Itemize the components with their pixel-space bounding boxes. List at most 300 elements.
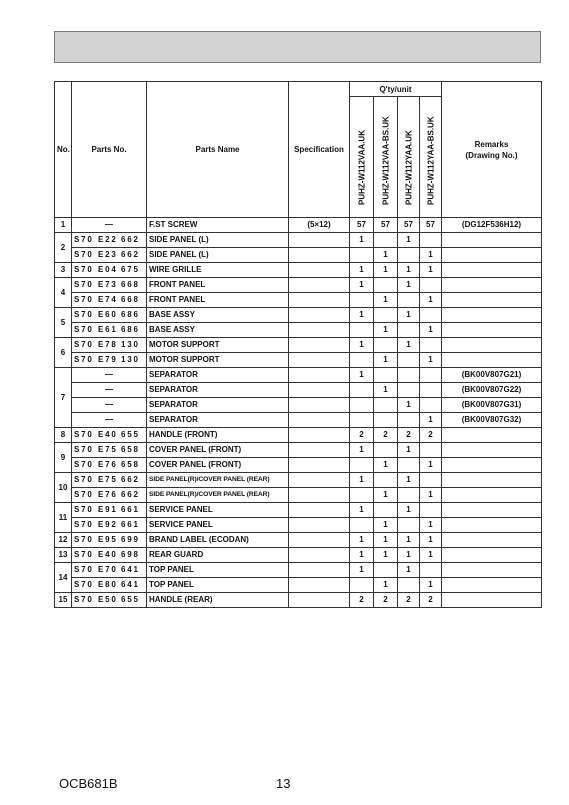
- quantity-cell: 1: [398, 278, 420, 293]
- table-row: [55, 443, 542, 458]
- part-name: REAR GUARD: [147, 548, 289, 563]
- row-number: 14: [55, 563, 72, 593]
- table-row: [55, 458, 542, 473]
- row-number: 3: [55, 263, 72, 278]
- table-row: [55, 398, 542, 413]
- part-number: [72, 593, 147, 608]
- part-number-segment: 661: [121, 520, 140, 529]
- part-number-segment: 130: [121, 355, 140, 364]
- part-number-segment: 699: [121, 535, 140, 544]
- table-row: [55, 278, 542, 293]
- quantity-cell: [398, 518, 420, 533]
- part-name: SERVICE PANEL: [147, 503, 289, 518]
- remarks-cell: (BK00V807G22): [442, 383, 542, 398]
- col-header-parts-no: Parts No.: [72, 82, 147, 218]
- quantity-cell: 2: [398, 593, 420, 608]
- part-number-segment: E95: [98, 535, 118, 544]
- specification: [289, 473, 350, 488]
- part-number: [72, 488, 147, 503]
- part-number-segment: S70: [74, 295, 94, 304]
- quantity-cell: [420, 338, 442, 353]
- part-number: —: [72, 218, 147, 233]
- quantity-cell: 57: [374, 218, 398, 233]
- quantity-cell: 1: [398, 503, 420, 518]
- quantity-cell: 1: [374, 293, 398, 308]
- part-number-segment: S70: [74, 430, 94, 439]
- quantity-cell: 2: [398, 428, 420, 443]
- specification: [289, 278, 350, 293]
- specification: [289, 488, 350, 503]
- col-header-qty-unit: Q'ty/unit: [350, 82, 442, 97]
- part-number: [72, 248, 147, 263]
- remarks-cell: (DG12F536H12): [442, 218, 542, 233]
- part-number-segment: S70: [74, 460, 94, 469]
- quantity-cell: 1: [374, 353, 398, 368]
- quantity-cell: 1: [350, 548, 374, 563]
- quantity-cell: 1: [420, 458, 442, 473]
- quantity-cell: 1: [398, 533, 420, 548]
- quantity-cell: 57: [398, 218, 420, 233]
- quantity-cell: 1: [350, 308, 374, 323]
- quantity-cell: 1: [374, 263, 398, 278]
- quantity-cell: [350, 578, 374, 593]
- quantity-cell: [398, 413, 420, 428]
- parts-table: [54, 81, 542, 608]
- specification: [289, 413, 350, 428]
- part-number-segment: E22: [98, 235, 118, 244]
- part-name: FRONT PANEL: [147, 278, 289, 293]
- part-number-segment: S70: [74, 325, 94, 334]
- part-number: —: [72, 398, 147, 413]
- remarks-cell: [442, 458, 542, 473]
- quantity-cell: [398, 578, 420, 593]
- part-number-segment: E75: [98, 475, 118, 484]
- specification: [289, 428, 350, 443]
- part-number-segment: E80: [98, 580, 118, 589]
- part-number-segment: S70: [74, 475, 94, 484]
- table-row: [55, 293, 542, 308]
- quantity-cell: 1: [398, 473, 420, 488]
- part-number: [72, 323, 147, 338]
- quantity-cell: [420, 563, 442, 578]
- quantity-cell: [374, 473, 398, 488]
- quantity-cell: 1: [374, 383, 398, 398]
- part-number-segment: S70: [74, 355, 94, 364]
- part-number-segment: S70: [74, 310, 94, 319]
- part-number-segment: S70: [74, 280, 94, 289]
- remarks-cell: [442, 548, 542, 563]
- quantity-cell: 1: [420, 353, 442, 368]
- part-number-segment: 662: [121, 490, 140, 499]
- specification: [289, 323, 350, 338]
- quantity-cell: [420, 308, 442, 323]
- part-name: TOP PANEL: [147, 563, 289, 578]
- row-number: 2: [55, 233, 72, 263]
- table-row: [55, 308, 542, 323]
- remarks-label: Remarks: [474, 139, 509, 149]
- quantity-cell: 1: [374, 578, 398, 593]
- part-name: BASE ASSY: [147, 308, 289, 323]
- quantity-cell: [350, 398, 374, 413]
- quantity-cell: 1: [398, 233, 420, 248]
- remarks-cell: [442, 263, 542, 278]
- part-number-segment: S70: [74, 520, 94, 529]
- remarks-cell: [442, 353, 542, 368]
- part-number-segment: S70: [74, 235, 94, 244]
- specification: [289, 593, 350, 608]
- part-number-segment: 658: [121, 445, 140, 454]
- specification: [289, 548, 350, 563]
- remarks-sublabel: (Drawing No.): [465, 150, 518, 160]
- part-number-segment: S70: [74, 445, 94, 454]
- row-number: 5: [55, 308, 72, 338]
- specification: [289, 338, 350, 353]
- part-name: SIDE PANEL (L): [147, 248, 289, 263]
- quantity-cell: 1: [420, 488, 442, 503]
- specification: [289, 353, 350, 368]
- part-number-segment: 675: [121, 265, 140, 274]
- specification: [289, 233, 350, 248]
- remarks-cell: [442, 518, 542, 533]
- quantity-cell: 1: [420, 323, 442, 338]
- part-number-segment: E50: [98, 595, 118, 604]
- part-number-segment: S70: [74, 580, 94, 589]
- part-number-segment: 662: [121, 235, 140, 244]
- part-number: [72, 458, 147, 473]
- remarks-cell: [442, 443, 542, 458]
- remarks-cell: [442, 428, 542, 443]
- remarks-cell: [442, 473, 542, 488]
- quantity-cell: 1: [350, 263, 374, 278]
- quantity-cell: 1: [420, 578, 442, 593]
- part-name: HANDLE (REAR): [147, 593, 289, 608]
- quantity-cell: [374, 233, 398, 248]
- quantity-cell: 57: [350, 218, 374, 233]
- part-number: [72, 503, 147, 518]
- row-number: 15: [55, 593, 72, 608]
- part-number-segment: E91: [98, 505, 118, 514]
- row-number: 11: [55, 503, 72, 533]
- quantity-cell: 2: [350, 428, 374, 443]
- part-number-segment: 686: [121, 325, 140, 334]
- quantity-cell: 1: [398, 338, 420, 353]
- specification: (5×12): [289, 218, 350, 233]
- part-name: MOTOR SUPPORT: [147, 338, 289, 353]
- part-number: [72, 563, 147, 578]
- quantity-cell: [350, 293, 374, 308]
- part-number-segment: E23: [98, 250, 118, 259]
- table-row: [55, 413, 542, 428]
- table-row: [55, 428, 542, 443]
- quantity-cell: [398, 458, 420, 473]
- part-number: —: [72, 413, 147, 428]
- model-header-1: PUHZ-W112VAA.UK: [357, 130, 366, 205]
- part-number-segment: 661: [121, 505, 140, 514]
- part-number-segment: E74: [98, 295, 118, 304]
- part-name: SERVICE PANEL: [147, 518, 289, 533]
- part-number-segment: 658: [121, 460, 140, 469]
- col-header-specification: Specification: [289, 82, 350, 218]
- part-name: F.ST SCREW: [147, 218, 289, 233]
- table-row: [55, 548, 542, 563]
- part-number-segment: 130: [121, 340, 140, 349]
- quantity-cell: 1: [398, 263, 420, 278]
- quantity-cell: 1: [420, 533, 442, 548]
- col-header-no: No.: [55, 82, 72, 218]
- specification: [289, 368, 350, 383]
- part-number-segment: 641: [121, 565, 140, 574]
- part-number-segment: S70: [74, 250, 94, 259]
- remarks-cell: (BK00V807G31): [442, 398, 542, 413]
- table-row: [55, 383, 542, 398]
- part-number-segment: 655: [121, 430, 140, 439]
- part-number-segment: S70: [74, 265, 94, 274]
- quantity-cell: [398, 488, 420, 503]
- quantity-cell: 1: [420, 263, 442, 278]
- quantity-cell: [374, 368, 398, 383]
- table-row: [55, 578, 542, 593]
- part-number: [72, 293, 147, 308]
- part-number: [72, 278, 147, 293]
- part-number: [72, 443, 147, 458]
- remarks-cell: [442, 233, 542, 248]
- row-number: 1: [55, 218, 72, 233]
- part-number-segment: 662: [121, 250, 140, 259]
- part-number: —: [72, 383, 147, 398]
- part-name: SIDE PANEL(R)/COVER PANEL (REAR): [147, 473, 289, 488]
- table-row: [55, 353, 542, 368]
- part-number: [72, 533, 147, 548]
- part-name: SIDE PANEL (L): [147, 233, 289, 248]
- part-name: SEPARATOR: [147, 383, 289, 398]
- quantity-cell: 1: [374, 548, 398, 563]
- remarks-cell: (BK00V807G21): [442, 368, 542, 383]
- quantity-cell: 2: [420, 428, 442, 443]
- specification: [289, 443, 350, 458]
- part-number: —: [72, 368, 147, 383]
- part-number-segment: 668: [121, 280, 140, 289]
- specification: [289, 248, 350, 263]
- part-number: [72, 233, 147, 248]
- parts-table-body: [55, 218, 542, 608]
- part-name: MOTOR SUPPORT: [147, 353, 289, 368]
- quantity-cell: 1: [398, 548, 420, 563]
- quantity-cell: [374, 413, 398, 428]
- part-name: BASE ASSY: [147, 323, 289, 338]
- remarks-cell: [442, 248, 542, 263]
- quantity-cell: 1: [374, 488, 398, 503]
- quantity-cell: 1: [420, 293, 442, 308]
- part-number: [72, 578, 147, 593]
- part-number-segment: E92: [98, 520, 118, 529]
- quantity-cell: [420, 398, 442, 413]
- part-name: BRAND LABEL (ECODAN): [147, 533, 289, 548]
- quantity-cell: 1: [398, 563, 420, 578]
- part-number: [72, 548, 147, 563]
- quantity-cell: [420, 233, 442, 248]
- part-number: [72, 518, 147, 533]
- table-row: [55, 248, 542, 263]
- part-number-segment: E40: [98, 430, 118, 439]
- quantity-cell: [420, 443, 442, 458]
- part-number: [72, 353, 147, 368]
- table-row: [55, 563, 542, 578]
- part-number-segment: E79: [98, 355, 118, 364]
- part-name: FRONT PANEL: [147, 293, 289, 308]
- quantity-cell: [420, 368, 442, 383]
- quantity-cell: [374, 338, 398, 353]
- part-number: [72, 308, 147, 323]
- part-number-segment: 641: [121, 580, 140, 589]
- quantity-cell: [398, 383, 420, 398]
- specification: [289, 563, 350, 578]
- quantity-cell: [350, 488, 374, 503]
- row-number: 6: [55, 338, 72, 368]
- remarks-cell: [442, 563, 542, 578]
- quantity-cell: [350, 413, 374, 428]
- row-number: 12: [55, 533, 72, 548]
- row-number: 10: [55, 473, 72, 503]
- part-number-segment: 655: [121, 595, 140, 604]
- quantity-cell: [398, 293, 420, 308]
- quantity-cell: 1: [374, 323, 398, 338]
- specification: [289, 308, 350, 323]
- table-row: [55, 593, 542, 608]
- quantity-cell: [420, 383, 442, 398]
- part-number-segment: E70: [98, 565, 118, 574]
- table-row: [55, 533, 542, 548]
- quantity-cell: 1: [398, 308, 420, 323]
- remarks-cell: [442, 593, 542, 608]
- row-number: 7: [55, 368, 72, 428]
- quantity-cell: 1: [350, 338, 374, 353]
- part-name: WIRE GRILLE: [147, 263, 289, 278]
- part-number-segment: E73: [98, 280, 118, 289]
- part-name: SEPARATOR: [147, 368, 289, 383]
- part-name: SEPARATOR: [147, 413, 289, 428]
- model-header-4: PUHZ-W112YAA-BS.UK: [426, 116, 435, 205]
- col-header-parts-name: Parts Name: [147, 82, 289, 218]
- quantity-cell: 1: [350, 443, 374, 458]
- table-row: [55, 503, 542, 518]
- quantity-cell: 1: [350, 278, 374, 293]
- remarks-cell: [442, 293, 542, 308]
- part-number-segment: 686: [121, 310, 140, 319]
- quantity-cell: 2: [374, 428, 398, 443]
- quantity-cell: 1: [420, 248, 442, 263]
- specification: [289, 533, 350, 548]
- part-number-segment: E76: [98, 490, 118, 499]
- quantity-cell: [420, 473, 442, 488]
- row-number: 9: [55, 443, 72, 473]
- page-number: 13: [276, 776, 291, 791]
- remarks-cell: [442, 278, 542, 293]
- table-row: [55, 218, 542, 233]
- table-row: [55, 263, 542, 278]
- row-number: 8: [55, 428, 72, 443]
- model-header-3: PUHZ-W112YAA.UK: [404, 130, 413, 205]
- remarks-cell: [442, 308, 542, 323]
- part-number-segment: E04: [98, 265, 118, 274]
- specification: [289, 503, 350, 518]
- remarks-cell: (BK00V807G32): [442, 413, 542, 428]
- part-number-segment: S70: [74, 565, 94, 574]
- specification: [289, 383, 350, 398]
- quantity-cell: 1: [374, 518, 398, 533]
- quantity-cell: [398, 353, 420, 368]
- quantity-cell: [350, 458, 374, 473]
- table-row: [55, 368, 542, 383]
- specification: [289, 398, 350, 413]
- part-name: SIDE PANEL(R)/COVER PANEL (REAR): [147, 488, 289, 503]
- quantity-cell: [398, 323, 420, 338]
- quantity-cell: 2: [350, 593, 374, 608]
- specification: [289, 458, 350, 473]
- quantity-cell: 1: [420, 413, 442, 428]
- quantity-cell: 1: [350, 533, 374, 548]
- part-number-segment: E78: [98, 340, 118, 349]
- quantity-cell: 1: [374, 248, 398, 263]
- quantity-cell: 1: [420, 548, 442, 563]
- specification: [289, 263, 350, 278]
- quantity-cell: [398, 368, 420, 383]
- table-row: [55, 473, 542, 488]
- part-name: TOP PANEL: [147, 578, 289, 593]
- part-number-segment: E40: [98, 550, 118, 559]
- part-name: SEPARATOR: [147, 398, 289, 413]
- row-number: 4: [55, 278, 72, 308]
- quantity-cell: [420, 503, 442, 518]
- part-number-segment: S70: [74, 550, 94, 559]
- header-bar: [54, 31, 541, 63]
- quantity-cell: [374, 503, 398, 518]
- remarks-cell: [442, 533, 542, 548]
- quantity-cell: 1: [350, 563, 374, 578]
- quantity-cell: [350, 323, 374, 338]
- part-number-segment: 698: [121, 550, 140, 559]
- quantity-cell: [374, 563, 398, 578]
- part-number-segment: E60: [98, 310, 118, 319]
- quantity-cell: [350, 383, 374, 398]
- quantity-cell: [350, 248, 374, 263]
- quantity-cell: [374, 443, 398, 458]
- part-number-segment: E61: [98, 325, 118, 334]
- remarks-cell: [442, 338, 542, 353]
- row-number: 13: [55, 548, 72, 563]
- part-name: HANDLE (FRONT): [147, 428, 289, 443]
- table-row: [55, 233, 542, 248]
- quantity-cell: 1: [350, 473, 374, 488]
- quantity-cell: 1: [350, 503, 374, 518]
- table-row: [55, 518, 542, 533]
- part-number-segment: S70: [74, 490, 94, 499]
- part-number-segment: S70: [74, 595, 94, 604]
- part-number-segment: E76: [98, 460, 118, 469]
- part-name: COVER PANEL (FRONT): [147, 458, 289, 473]
- quantity-cell: 1: [374, 458, 398, 473]
- quantity-cell: [374, 308, 398, 323]
- remarks-cell: [442, 503, 542, 518]
- quantity-cell: [420, 278, 442, 293]
- part-number-segment: S70: [74, 340, 94, 349]
- part-number: [72, 428, 147, 443]
- quantity-cell: 1: [350, 233, 374, 248]
- quantity-cell: [398, 248, 420, 263]
- part-number: [72, 263, 147, 278]
- remarks-cell: [442, 578, 542, 593]
- part-number-segment: 662: [121, 475, 140, 484]
- specification: [289, 578, 350, 593]
